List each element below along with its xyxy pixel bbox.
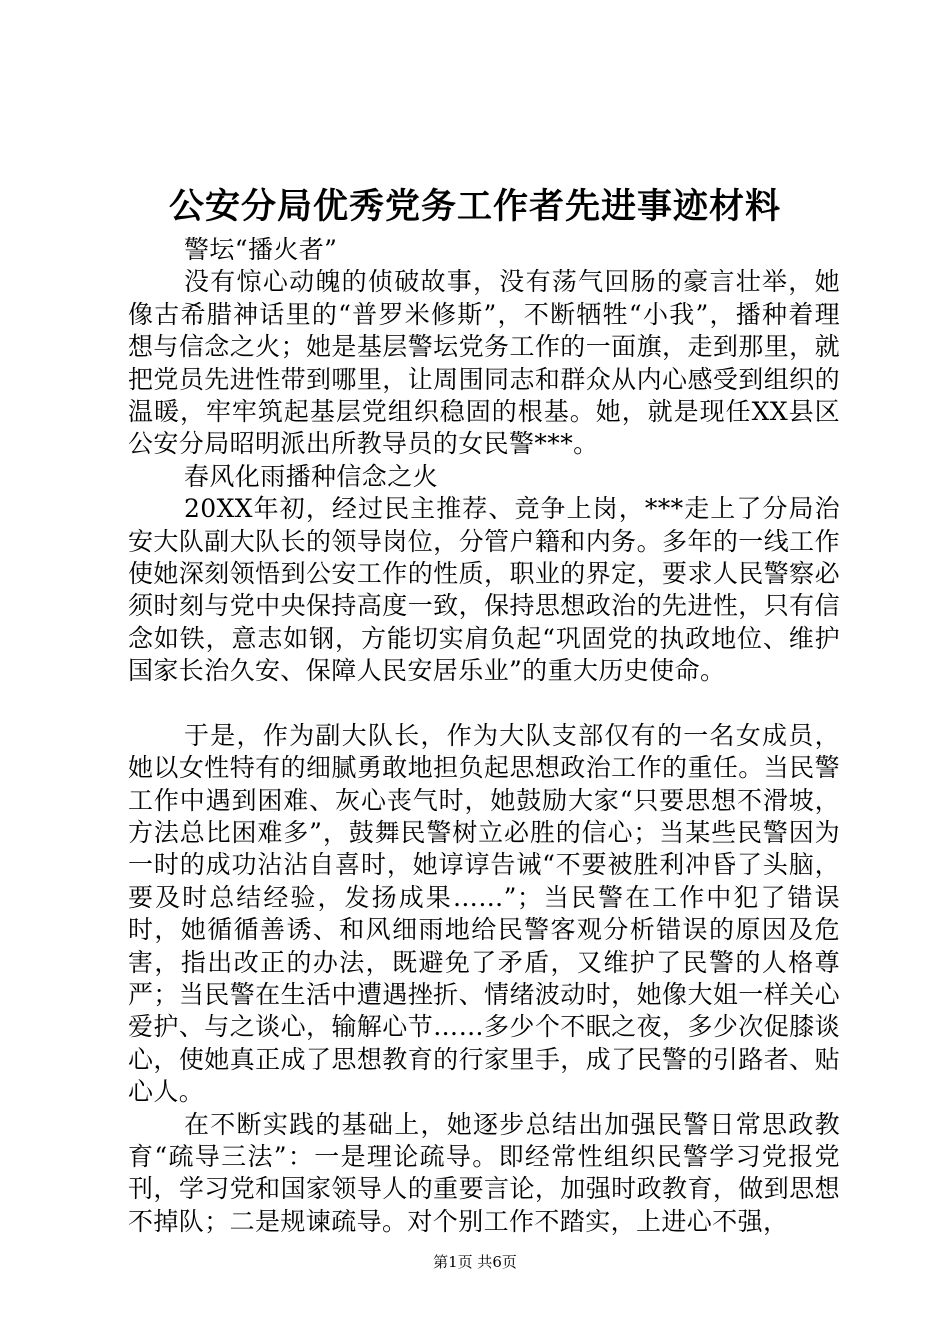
body-paragraph: 20XX年初，经过民主推荐、竞争上岗，***走上了分局治安大队副大队长的领导岗位，分管户籍和内务。多年的一线工作使她深刻领悟到公安工作的性质，职业的界定，要求人民警察必须时刻与党中央保持高度一致，保持思想政治的先进性，只有信念如铁，意志如钢，方能切实肩负起“巩固党的执政地位、维护国家长治久安、保障人民安居乐业”的重大历史使命。 (128, 494, 840, 686)
body-paragraph: 在不断实践的基础上，她逐步总结出加强民警日常思政教育“疏导三法”：一是理论疏导。即经常性组织民警学习党报党刊，学习党和国家领导人的重要言论，加强时政教育，做到思想不掉队；二是规谏疏导。对个别工作不踏实，上进心不强， (128, 1109, 840, 1236)
document-body (128, 234, 840, 1238)
body-paragraph: 于是，作为副大队长，作为大队支部仅有的一名女成员，她以女性特有的细腻勇敢地担负起思想政治工作的重任。当民警工作中遇到困难、灰心丧气时，她鼓励大家“只要思想不滑坡，方法总比困难多”，鼓舞民警树立必胜的信心；当某些民警因为一时的成功沾沾自喜时，她谆谆告诫“不要被胜利冲昏了头脑，要及时总结经验，发扬成果……”；当民警在工作中犯了错误时，她循循善诱、和风细雨地给民警客观分析错误的原因及危害，指出改正的办法，既避免了矛盾，又维护了民警的人格尊严；当民警在生活中遭遇挫折、情绪波动时，她像大姐一样关心爱护、与之谈心，输解心节……多少个不眠之夜，多少次促膝谈心，使她真正成了思想教育的行家里手，成了民警的引路者、贴心人。 (128, 720, 840, 1107)
body-paragraph: 没有惊心动魄的侦破故事，没有荡气回肠的豪言壮举，她像古希腊神话里的“普罗米修斯”，不断牺牲“小我”，播种着理想与信念之火；她是基层警坛党务工作的一面旗，走到那里，就把党员先进性带到哪里，让周围同志和群众从内心感受到组织的温暖，牢牢筑起基层党组织稳固的根基。她，就是现任XX县区公安分局昭明派出所教导员的女民警***。 (128, 267, 840, 459)
section-heading: 春风化雨播种信念之火 (184, 461, 439, 491)
document-title: 公安分局优秀党务工作者先进事迹材料 (168, 186, 781, 227)
page-number-footer: 第1页 共6页 (433, 1253, 517, 1271)
paragraph-spacer (128, 688, 840, 720)
section-heading: 警坛“播火者” (184, 235, 338, 264)
